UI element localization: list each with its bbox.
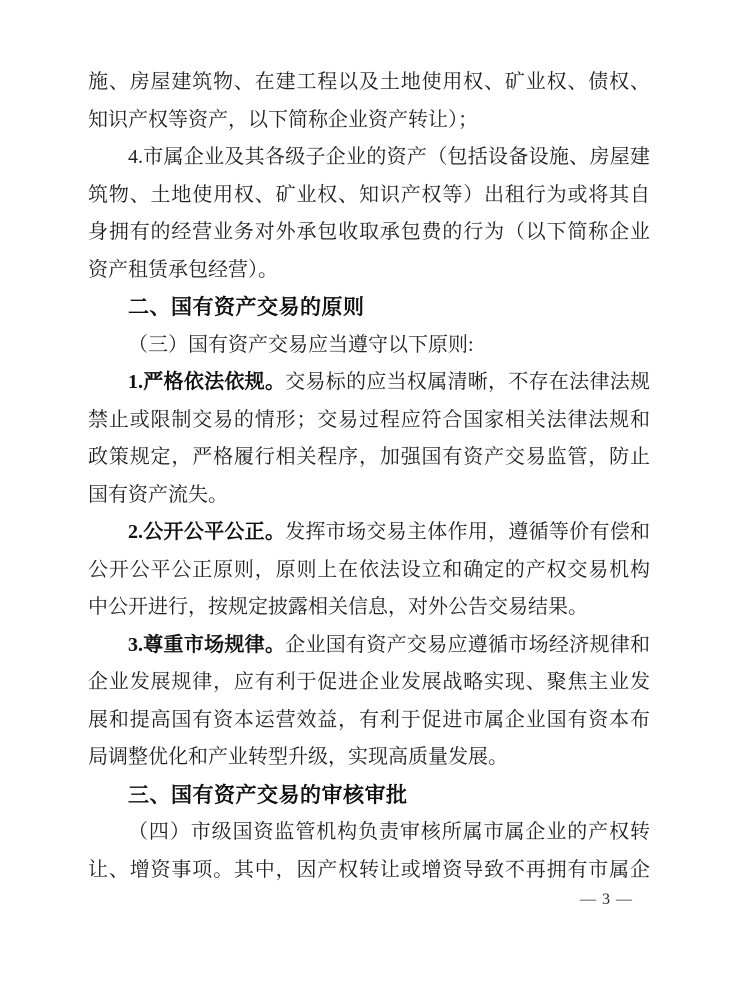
section-heading: 三、国有资产交易的审核审批 (128, 783, 408, 807)
page-number: — 3 — (580, 891, 633, 908)
text-line: 知识产权等资产，以下简称企业资产转让）； (88, 108, 478, 131)
text-line (88, 627, 650, 665)
text-line: 公开公平公正原则，原则上在依法设立和确定的产权交易机构 (88, 558, 650, 581)
text-line (88, 514, 650, 552)
text-line: 国有资产流失。 (88, 483, 228, 506)
text-line: 身拥有的经营业务对外承包收取承包费的行为（以下简称企业 (88, 221, 650, 243)
text-line: 中公开进行，按规定披露相关信息，对外公告交易结果。 (88, 596, 588, 618)
line-text: 发挥市场交易主体作用，遵循等价有偿和 (285, 521, 651, 543)
text-line: 资产租赁承包经营）。 (88, 258, 278, 281)
text-line: 施、房屋建筑物、在建工程以及土地使用权、矿业权、债权、 (88, 71, 650, 93)
line-text: 企业国有资产交易应遵循市场经济规律和 (285, 633, 651, 656)
text-line: 禁止或限制交易的情形；交易过程应符合国家相关法律法规和 (88, 408, 650, 431)
bold-lead: 1.严格依法依规。 (128, 371, 286, 393)
line-text: 交易标的应当权属清晰，不存在法律法规 (285, 371, 651, 393)
text-line (88, 364, 650, 402)
text-line: 局调整优化和产业转型升级，实现高质量发展。 (88, 746, 508, 768)
text-line: 4.市属企业及其各级子企业的资产（包括设备设施、房屋建 (128, 146, 650, 168)
text-line: 政策规定，严格履行相关程序，加强国有资产交易监管，防止 (88, 446, 650, 468)
bold-lead: 3.尊重市场规律。 (128, 633, 286, 656)
text-line: （三）国有资产交易应当遵守以下原则: (128, 333, 474, 356)
text-line: 展和提高国有资本运营效益，有利于促进市属企业国有资本布 (88, 708, 650, 731)
text-line: 让、增资事项。其中，因产权转让或增资导致不再拥有市属企 (88, 858, 650, 881)
text-line: （四）市级国资监管机构负责审核所属市属企业的产权转 (128, 821, 650, 843)
section-heading: 二、国有资产交易的原则 (128, 296, 365, 319)
document-body (88, 64, 650, 889)
bold-lead: 2.公开公平公正。 (128, 521, 286, 543)
text-line: 企业发展规律，应有利于促进企业发展战略实现、聚焦主业发 (88, 671, 650, 693)
text-line: 筑物、土地使用权、矿业权、知识产权等）出租行为或将其自 (88, 183, 650, 206)
